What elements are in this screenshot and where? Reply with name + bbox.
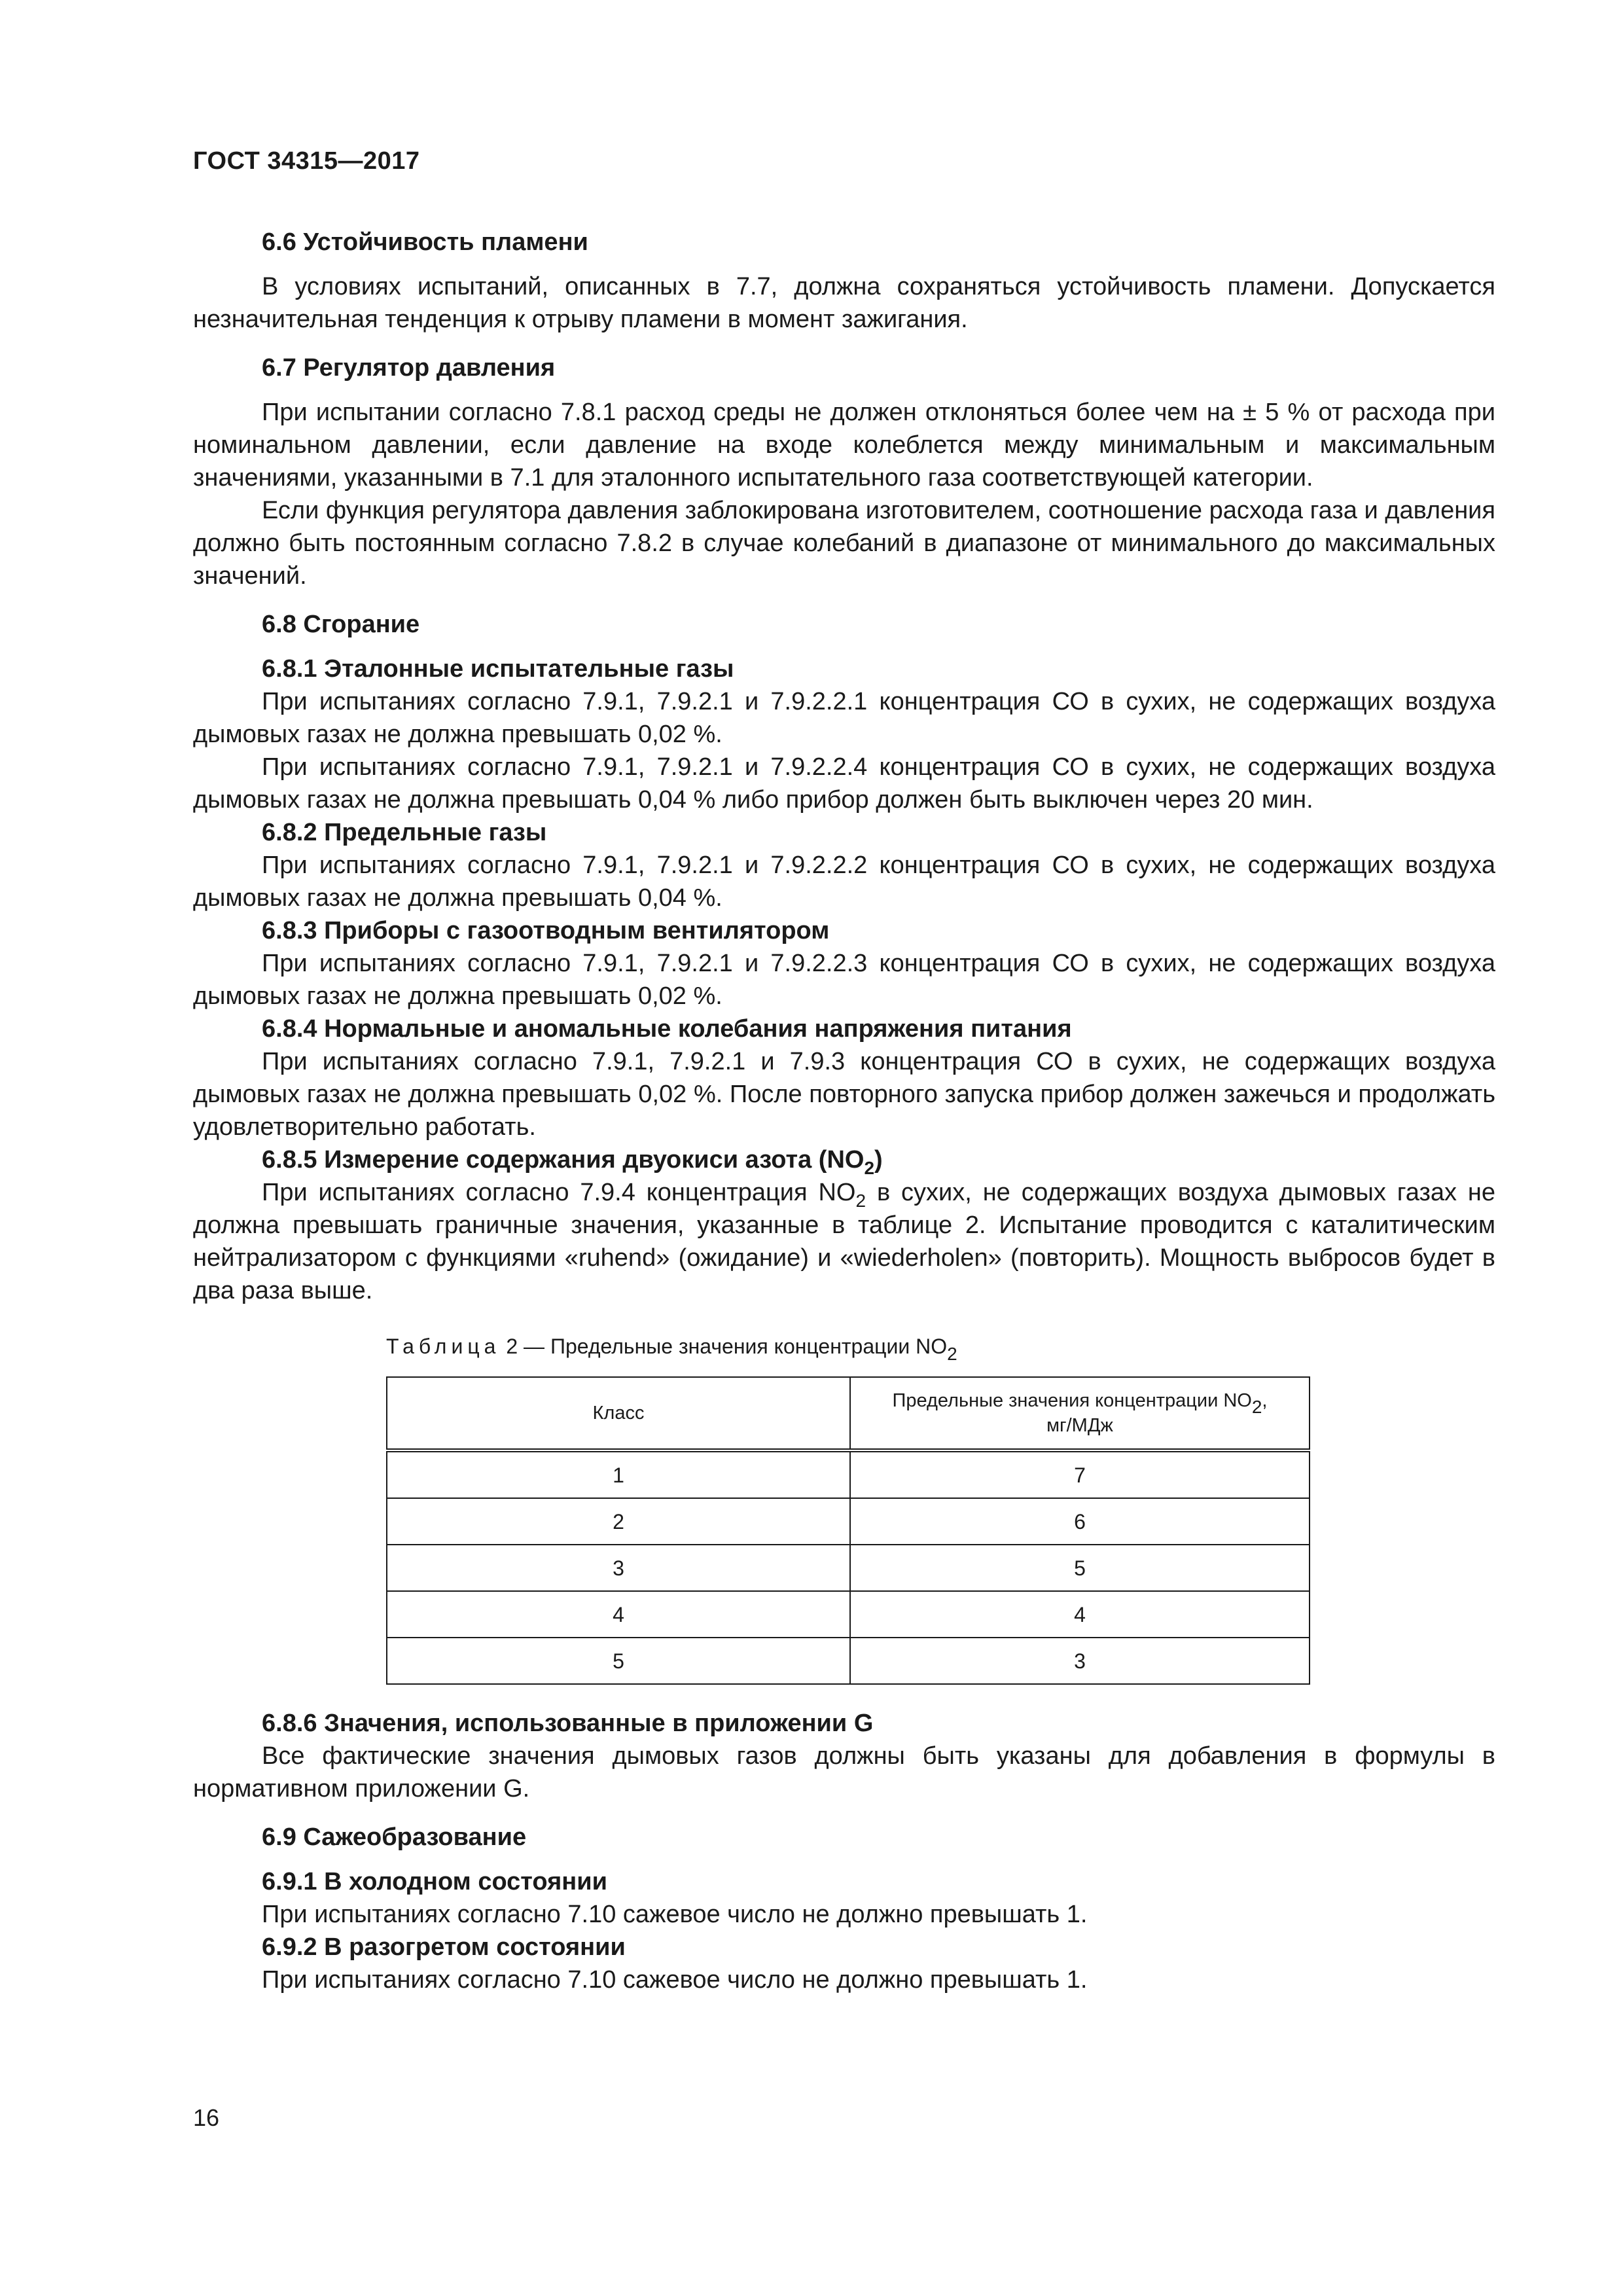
table-header-class: Класс [387, 1377, 850, 1450]
table-header-limit-comma: , [1262, 1390, 1268, 1411]
page-number: 16 [193, 2104, 220, 2131]
table-cell-value: 4 [850, 1591, 1310, 1638]
section-6-6-title: 6.6 Устойчивость пламени [262, 228, 588, 256]
table-header-limit-subscript: 2 [1251, 1397, 1262, 1417]
table-cell-value: 7 [850, 1450, 1310, 1498]
section-6-8-5-title-text: 6.8.5 Измерение содержания двуокиси азота (NO [262, 1146, 865, 1174]
table-header-limit-unit: мг/МДж [1046, 1415, 1113, 1436]
section-6-8-5-paragraph [193, 1176, 1495, 1307]
section-6-6-paragraph: В условиях испытаний, описанных в 7.7, должна сохраняться устойчивость пламени. Допускается незначительная тенденция к отрыву пламени в момент зажигания. [193, 273, 1495, 333]
section-6-8-5-text-subscript: 2 [855, 1191, 866, 1211]
section-6-8-4-title: 6.8.4 Нормальные и аномальные колебания напряжения питания [262, 1015, 1072, 1043]
document-body [193, 226, 1495, 1996]
table-cell-class: 1 [387, 1450, 850, 1498]
table-cell-class: 5 [387, 1638, 850, 1684]
no2-limits-table [386, 1376, 1310, 1685]
table-cell-value: 5 [850, 1545, 1310, 1591]
section-6-8-3-paragraph: При испытаниях согласно 7.9.1, 7.9.2.1 и 7.9.2.2.3 концентрация СО в сухих, не содержащих воздуха дымовых газах не должна превышать 0,02 %. [193, 950, 1495, 1010]
table-2-caption [193, 1332, 1495, 1364]
section-6-8-1-title: 6.8.1 Эталонные испытательные газы [262, 655, 734, 683]
section-6-8-5-text-rest: в сухих, не содержащих воздуха дымовых газах не должна превышать граничные значения, указанные в таблице 2. Испытание проводится с каталитическим нейтрализатором с функциями «ruhend» (ожидание) и «wiederholen» (повторить). Мощность выбросов будет в два раза выше. [193, 1179, 1496, 1304]
section-6-9-2-paragraph: При испытаниях согласно 7.10 сажевое число не должно превышать 1. [262, 1966, 1088, 1994]
table-cell-value: 6 [850, 1498, 1310, 1545]
table-row [387, 1638, 1310, 1684]
table-cell-class: 3 [387, 1545, 850, 1591]
section-6-8-3-title: 6.8.3 Приборы с газоотводным вентилятором [262, 917, 830, 944]
section-6-8-5-title-close: ) [874, 1146, 883, 1174]
section-6-8-4-paragraph: При испытаниях согласно 7.9.1, 7.9.2.1 и 7.9.3 концентрация СО в сухих, не содержащих воздуха дымовых газах не должна превышать 0,02 %. После повторного запуска прибор должен зажечься и продолжать удовлетворительно работать. [193, 1048, 1495, 1141]
section-6-8-5-title [193, 1143, 1495, 1176]
table-caption-subscript: 2 [947, 1344, 957, 1364]
section-6-8-title: 6.8 Сгорание [262, 611, 420, 638]
section-6-8-2-title: 6.8.2 Предельные газы [262, 819, 547, 846]
table-row [387, 1498, 1310, 1545]
table-row [387, 1450, 1310, 1498]
section-6-9-1-paragraph: При испытаниях согласно 7.10 сажевое число не должно превышать 1. [262, 1901, 1088, 1928]
table-header-limit-text: Предельные значения концентрации NO [892, 1390, 1252, 1411]
section-6-8-2-paragraph: При испытаниях согласно 7.9.1, 7.9.2.1 и 7.9.2.2.2 концентрация СО в сухих, не содержащих воздуха дымовых газах не должна превышать 0,04 %. [193, 852, 1495, 912]
section-6-8-1-paragraph-2: При испытаниях согласно 7.9.1, 7.9.2.1 и 7.9.2.2.4 концентрация СО в сухих, не содержащих воздуха дымовых газах не должна превышать 0,04 % либо прибор должен быть выключен через 20 мин. [193, 753, 1495, 814]
table-row [387, 1591, 1310, 1638]
table-caption-text: 2 — Предельные значения концентрации NO [500, 1335, 948, 1358]
table-cell-class: 4 [387, 1591, 850, 1638]
section-6-9-title: 6.9 Сажеобразование [262, 1823, 527, 1851]
table-cell-value: 3 [850, 1638, 1310, 1684]
section-6-9-1-title: 6.9.1 В холодном состоянии [262, 1868, 607, 1895]
section-6-8-6-paragraph: Все фактические значения дымовых газов должны быть указаны для добавления в формулы в нормативном приложении G. [193, 1742, 1495, 1803]
table-header-limit [850, 1377, 1310, 1450]
table-cell-class: 2 [387, 1498, 850, 1545]
section-6-7-paragraph-1: При испытании согласно 7.8.1 расход среды не должен отклоняться более чем на ± 5 % от расхода при номинальном давлении, если давление на входе колеблется между минимальным и максимальным значениями, указанными в 7.1 для эталонного испытательного газа соответствующей категории. [193, 399, 1495, 492]
document-code-header: ГОСТ 34315—2017 [193, 147, 420, 175]
section-6-9-2-title: 6.9.2 В разогретом состоянии [262, 1933, 626, 1961]
table-header-row [387, 1377, 1310, 1450]
section-6-8-5-title-subscript: 2 [864, 1158, 875, 1178]
section-6-8-6-title: 6.8.6 Значения, использованные в приложении G [262, 1710, 874, 1737]
section-6-7-paragraph-2: Если функция регулятора давления заблокирована изготовителем, соотношение расхода газа и давления должно быть постоянным согласно 7.8.2 в случае колебаний в диапазоне от минимального до максимальных значений. [193, 497, 1495, 590]
table-caption-label: Таблица [386, 1335, 501, 1358]
section-6-7-title: 6.7 Регулятор давления [262, 354, 556, 382]
section-6-8-1-paragraph-1: При испытаниях согласно 7.9.1, 7.9.2.1 и 7.9.2.2.1 концентрация СО в сухих, не содержащих воздуха дымовых газах не должна превышать 0,02 %. [193, 688, 1495, 748]
section-6-8-5-text-start: При испытаниях согласно 7.9.4 концентрация NO [262, 1179, 856, 1206]
table-row [387, 1545, 1310, 1591]
